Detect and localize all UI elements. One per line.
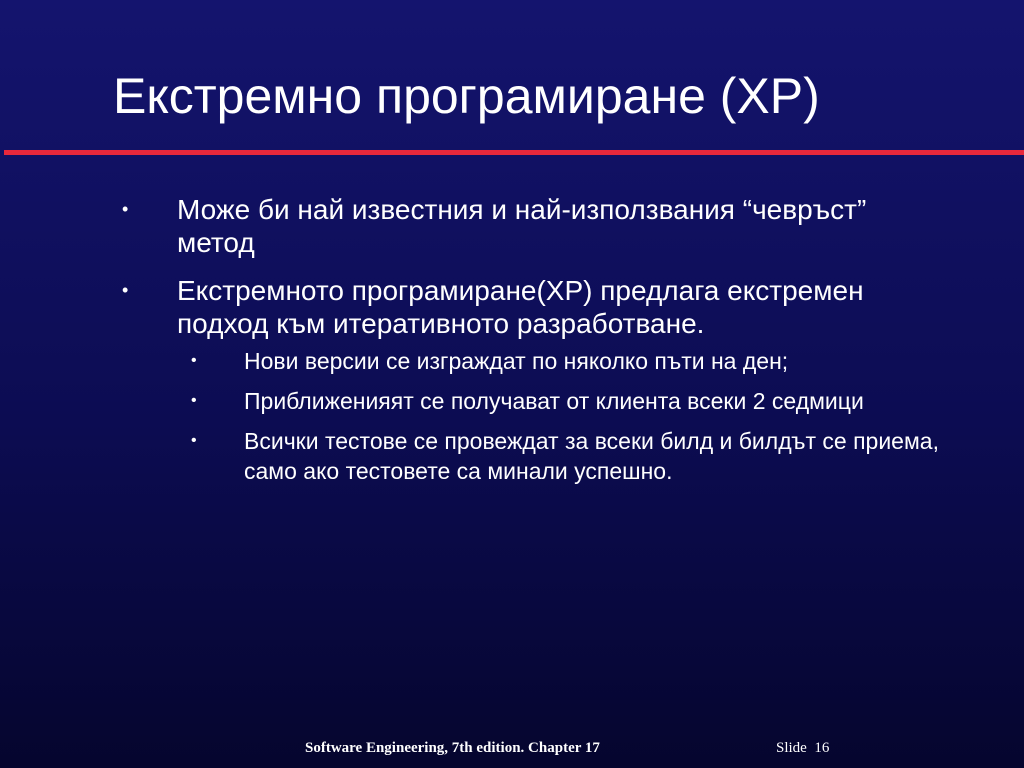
bullet-text: Екстремното програмиране(XP) предлага екстремен подход към итеративното разработване. <box>177 275 864 339</box>
sub-bullet-item <box>0 386 964 416</box>
sub-bullet-item <box>0 346 964 376</box>
sub-bullet-marker: • <box>191 352 197 369</box>
slide-title: Екстремно програмиране (XP) <box>113 68 820 124</box>
sub-bullet-marker: • <box>191 392 197 409</box>
slide-number: 16 <box>814 740 830 756</box>
sub-bullet-item <box>0 426 964 486</box>
bullet-list <box>0 193 1024 496</box>
bullet-marker: • <box>122 280 129 300</box>
footer-book-title: Software Engineering, 7th edition. Chapter 17 <box>305 740 600 756</box>
sub-bullet-text: Нови версии се изграждат по няколко пъти на ден; <box>244 348 789 374</box>
bullet-marker: • <box>122 199 129 219</box>
title-divider <box>4 150 1024 155</box>
sub-bullet-text: Всички тестове се провеждат за всеки билд и билдът се приема, само ако тестовете са минали успешно. <box>244 428 939 484</box>
bullet-text: Може би най известния и най-използвания “чевръст” метод <box>177 194 867 258</box>
sub-bullet-text: Приближенияят се получават от клиента всеки 2 седмици <box>244 388 864 414</box>
bullet-item <box>0 193 877 259</box>
bullet-item <box>0 274 877 340</box>
slide-label: Slide <box>776 740 807 756</box>
footer-slide-number <box>776 738 829 758</box>
sub-bullet-marker: • <box>191 432 197 449</box>
